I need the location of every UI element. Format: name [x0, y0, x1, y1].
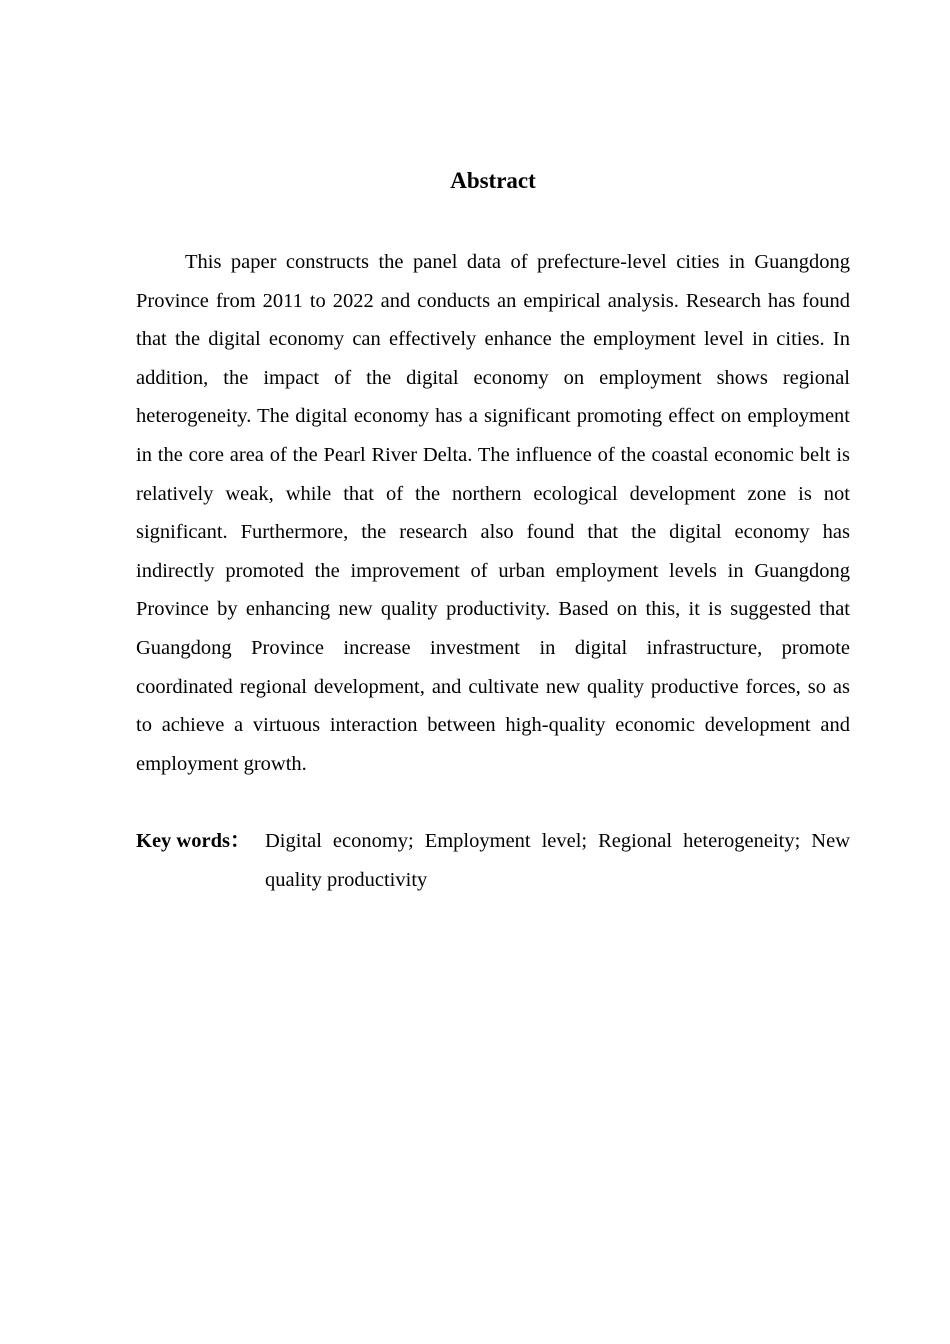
keywords-section: [136, 822, 850, 899]
abstract-title: Abstract: [450, 168, 536, 193]
keywords-text: Digital economy; Employment level; Regional heterogeneity; New quality productivity: [265, 830, 850, 891]
keywords-label: Key words：: [136, 830, 251, 852]
abstract-paragraph: This paper constructs the panel data of prefecture-level cities in Guangdong Province from 2011 to 2022 and conducts an empirical analysis. Research has found that the digital economy can effectively enhance the employment level in cities. In addition, the impact of the digital economy on employment shows regional heterogeneity. The digital economy has a significant promoting effect on employment in the core area of the Pearl River Delta. The influence of the coastal economic belt is relatively weak, while that of the northern ecological development zone is not significant. Furthermore, the research also found that the digital economy has indirectly promoted the improvement of urban employment levels in Guangdong Province by enhancing new quality productivity. Based on this, it is suggested that Guangdong Province increase investment in digital infrastructure, promote coordinated regional development, and cultivate new quality productive forces, so as to achieve a virtuous interaction between high-quality economic development and employment growth.: [136, 251, 850, 775]
